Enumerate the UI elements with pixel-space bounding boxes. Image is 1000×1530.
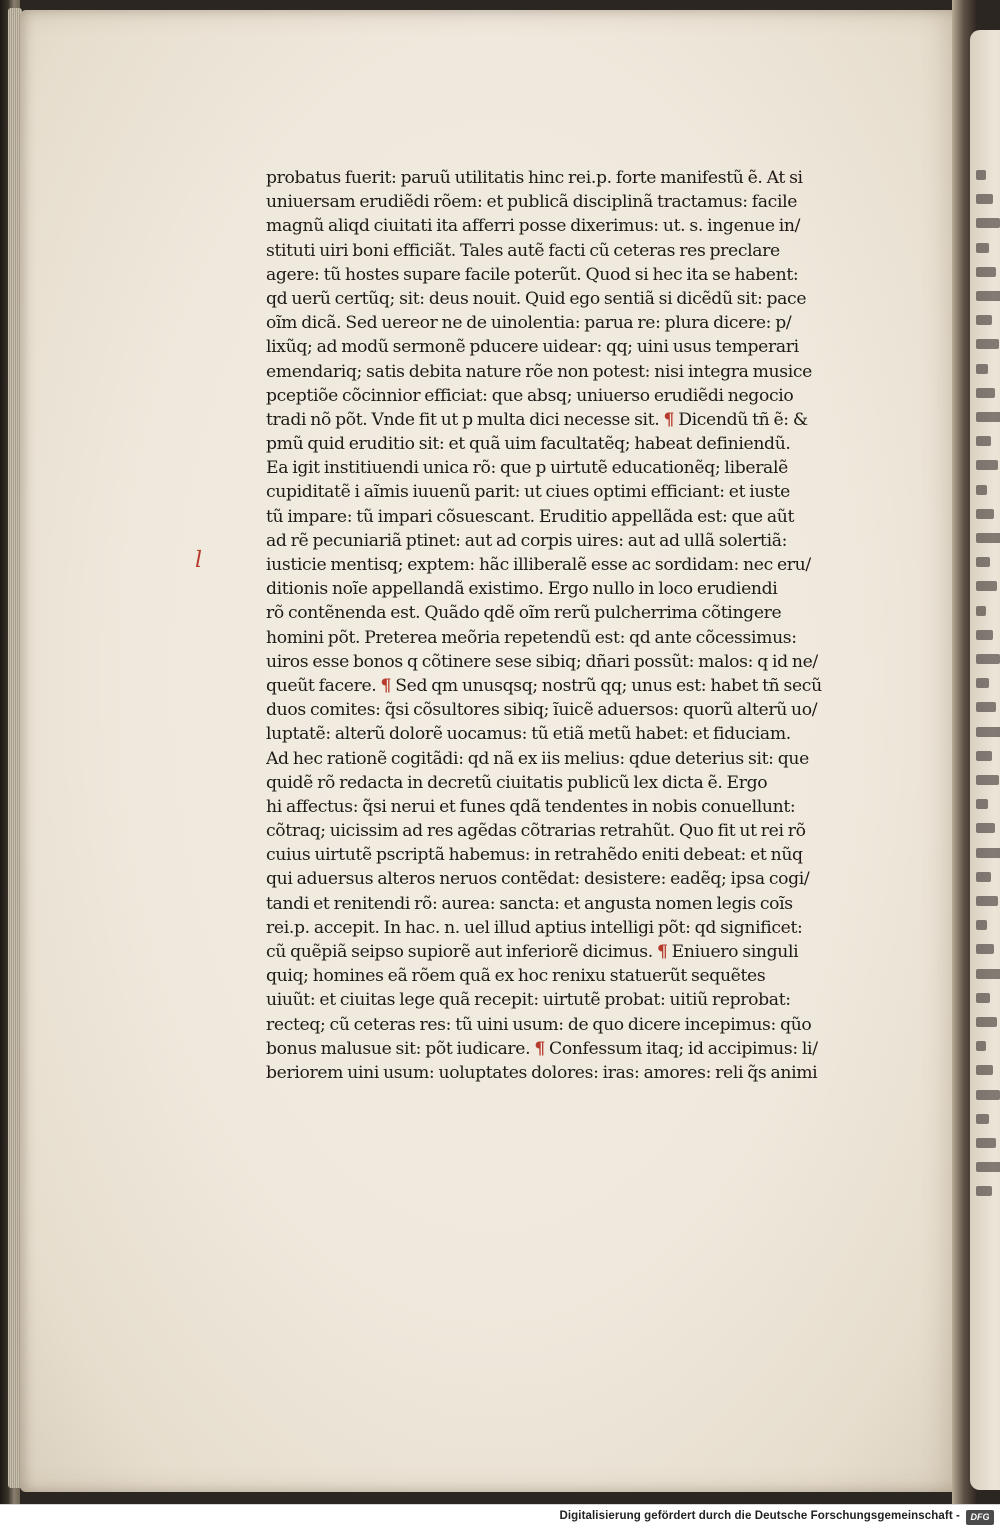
text-line: rei.p. accepit. In hac. n. uel illud aptius intelligi põt: qd significet: [266,917,803,938]
facing-page-text-fragment [976,388,995,398]
facing-page-text-fragment [976,606,986,616]
facing-page-text-fragment [976,920,987,930]
text-line: queũt facere. ¶ Sed qm unusqsq; nostrũ qq; unus est: habet tñ secũ [266,675,822,696]
facing-page-text-fragment [976,460,998,470]
paragraph-mark-icon: ¶ [534,1038,545,1059]
facing-page-text-fragment [976,993,990,1003]
facing-page-text-fragment [976,944,994,954]
facing-page-text-fragment [976,848,1000,858]
facing-page-text-fragment [976,727,1000,737]
text-line: cupiditatẽ i aĩmis iuuenũ parit: ut ciues optimi efficiant: et iuste [266,482,791,503]
text-line: recteq; cũ ceteras res: tũ uini usum: de quo dicere incepimus: qũo [266,1014,812,1035]
facing-page-text-fragment [976,751,992,761]
text-line: iusticie mentisq; exptem: hãc illiberalẽ esse ac sordidam: nec eru/ [266,555,811,575]
facing-page-text-fragment [976,1017,997,1027]
margin-rubric-mark: l [195,548,203,573]
facing-page-text-fragment [976,872,991,882]
facing-page-text-fragment [976,1041,986,1051]
funding-credit: Digitalisierung gefördert durch die Deutsche Forschungsgemeinschaft - [559,1510,960,1522]
text-line: qui aduersus alteros neruos contẽdat: desistere: eadẽq; ipsa cogi/ [266,869,810,890]
text-line: stituti uiri boni efficiãt. Tales autẽ facti cũ ceteras res preclare [266,240,780,261]
paragraph-mark-icon: ¶ [656,942,668,962]
text-line: Ea igit institiuendi unica rõ: que p uirtutẽ educationẽq; liberalẽ [266,458,788,479]
facing-page-text-fragment [976,533,1000,543]
text-line: tũ impare: tũ impari cõsuescant. Eruditio appellãda est: que aũt [266,506,795,527]
paragraph-mark-icon: ¶ [380,675,392,696]
facing-page-text-fragment [976,194,993,204]
facing-page-text-fragment [976,1138,996,1148]
text-line: pceptiõe cõcinnior efficiat: que absq; uniuerso erudiẽdi negocio [266,385,794,406]
text-line: probatus fuerit: paruũ utilitatis hinc rei.p. forte manifestũ ẽ. At si [266,168,803,188]
text-line: lixũq; ad modũ sermonẽ pducere uidear: qq; uini usus temperari [266,337,799,358]
facing-page-text-fragment [976,509,994,519]
facing-page-text-fragment [976,291,1000,301]
facing-page-text-fragment [976,557,990,567]
text-line: duos comites: q̃si cõsultores sibiq; ĩuicẽ aduersos: quorũ alterũ uo/ [266,700,818,721]
text-line: uiros esse bonos q cõtinere sese sibiq; dñari possũt: malos: q id ne/ [266,651,818,672]
facing-page-text-fragment [976,702,996,712]
facing-page-text-fragment [976,1090,1000,1100]
facing-page-text-fragment [976,243,989,253]
text-line: cõtraq; uicissim ad res agẽdas cõtrarias retrahũt. Quo fit ut rei rõ [266,821,806,842]
text-line: Ad hec rationẽ cogitãdi: qd nã ex iis melius: qdue deterius sit: que [266,748,809,769]
facing-page-text-fragment [976,823,995,833]
text-line: emendariq; satis debita nature rõe non potest: nisi integra musice [266,361,812,382]
facing-page-text-fragment [976,799,988,809]
page-text-block [266,166,866,1085]
facing-page-text-fragment [976,896,998,906]
text-line: rõ contẽnenda est. Quãdo qdẽ oĩm rerũ pulcherrima cõtingere [266,603,782,624]
text-line: hi affectus: q̃si nerui et funes qdã tendentes in nobis conuellunt: [266,796,796,817]
text-line: homini põt. Preterea meõria repetendũ est: qd ante cõcessimus: [266,627,797,648]
text-line: qd uerũ certũq; sit: deus nouit. Quid ego sentiã si dicẽdũ sit: pace [266,288,807,309]
footer-bar [0,1504,1000,1530]
facing-page-text-fragment [976,654,1000,664]
facing-page-text-fragment [976,485,987,495]
text-line: cũ quẽpiã seipso supiorẽ aut inferiorẽ dicimus. ¶ Eniuero singuli [266,942,799,962]
facing-page-text-fragment [976,412,1000,422]
text-line: ad rẽ pecuniariã ptinet: aut ad corpis uires: aut ad ullã solertiã: [266,530,788,551]
facing-page-text-fragment [976,170,986,180]
text-line: oĩm dicã. Sed uereor ne de uinolentia: parua re: plura dicere: p/ [266,313,792,334]
text-line: uiuũt: et ciuitas lege quã recepit: uirtutẽ probat: uitiũ reprobat: [266,990,791,1011]
facing-page-text-fragment [976,775,999,785]
facing-page-text-fragment [976,1162,1000,1172]
text-line: agere: tũ hostes supare facile poterũt. Quod si hec ita se habent: [266,264,799,285]
text-line: ditionis noĩe appellandã existimo. Ergo nullo in loco erudiendi [266,579,778,600]
facing-page-text-fragment [976,267,996,277]
facing-page-text-fragment [976,969,1000,979]
text-line: magnũ aliqd ciuitati ita afferri posse dixerimus: ut. s. ingenue in/ [266,216,801,237]
text-line: quidẽ rõ redacta in decretũ ciuitatis publicũ lex dicta ẽ. Ergo [266,772,768,793]
facing-page-text-fragment [976,581,997,591]
text-line: beriorem uini usum: uoluptates dolores: iras: amores: reli q̃s animi [266,1062,818,1083]
facing-page-text-fragment [976,678,989,688]
text-line: tandi et renitendi rõ: aurea: sancta: et angusta nomen legis coĩs [266,893,793,914]
dfg-logo: DFG [966,1510,994,1525]
facing-page-text-fragment [976,339,999,349]
facing-page-text-fragment [976,315,992,325]
facing-page-text-fragment [976,1114,989,1124]
facing-page-text-fragment [976,218,1000,228]
facing-page-text-fragment [976,364,988,374]
paragraph-mark-icon: ¶ [663,409,675,430]
facing-page-text-fragment [976,1065,993,1075]
facing-page-text-fragment [976,630,993,640]
facing-page-text-fragment [976,436,991,446]
text-line: luptatẽ: alterũ dolorẽ uocamus: tũ etiã metũ habet: et fiduciam. [266,724,791,745]
text-line: quiq; homines eã rõem quã ex hoc renixu statuerũt sequẽtes [266,966,766,987]
facing-page-text-fragment [976,1186,992,1196]
text-line: tradi nõ põt. Vnde fit ut p multa dici necesse sit. ¶ Dicendũ tñ ẽ: & [266,409,808,430]
text-line: uniuersam erudiẽdi rõem: et publicã disciplinã tractamus: facile [266,192,798,213]
text-line: bonus malusue sit: põt iudicare. ¶ Confessum itaq; id accipimus: li/ [266,1038,818,1059]
text-line: cuius uirtutẽ pscriptã habemus: in retrahẽdo eniti debeat: et nũq [266,845,803,866]
text-line: pmũ quid eruditio sit: et quã uim facultatẽq; habeat definiendũ. [266,434,791,455]
facing-page-strip [970,30,1000,1490]
